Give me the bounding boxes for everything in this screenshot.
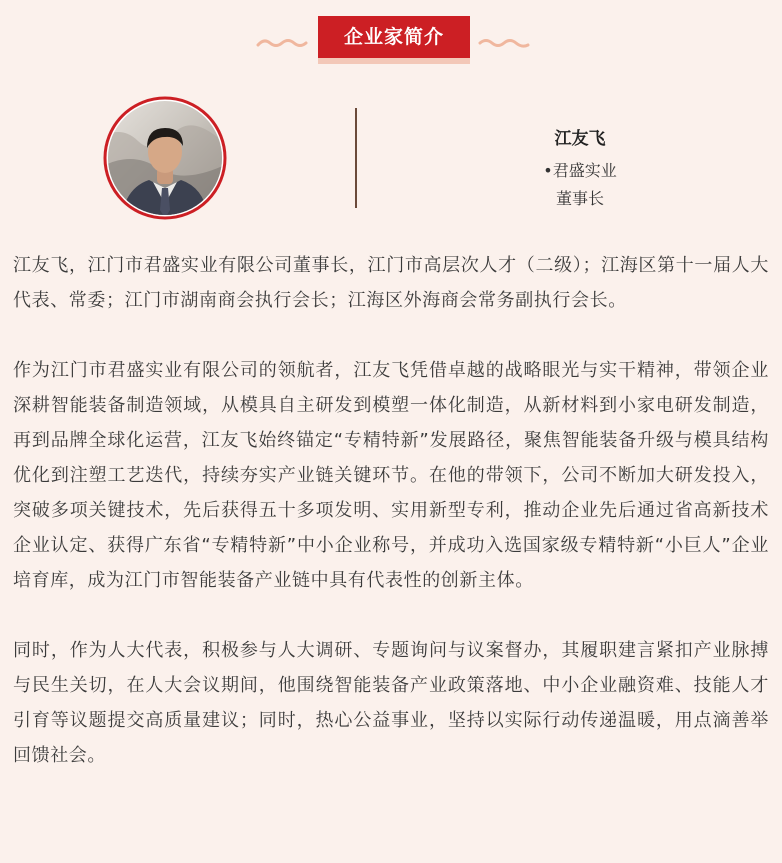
- bio-paragraph-1: 江友飞，江门市君盛实业有限公司董事长，江门市高层次人才（二级）；江海区第十一届人大代表、常委；江门市湖南商会执行会长；江海区外海商会常务副执行会长。: [13, 255, 769, 311]
- section-header: [0, 0, 782, 70]
- wave-decoration-right-icon: [476, 36, 532, 50]
- person-position: 董事长: [555, 189, 604, 208]
- avatar: [103, 96, 227, 220]
- section-title: 企业家简介: [318, 16, 470, 58]
- vertical-divider: [355, 108, 357, 208]
- wave-decoration-left-icon: [256, 36, 312, 50]
- person-name: 江友飞: [554, 129, 606, 149]
- profile-card: [0, 96, 782, 226]
- person-company: •君盛实业: [543, 161, 617, 180]
- bio-paragraph-3: 同时，作为人大代表，积极参与人大调研、专题询问与议案督办，其履职建言紧扣产业脉搏与民生关切，在人大会议期间，他围绕智能装备产业政策落地、中小企业融资难、技能人才引育等议题提交高质量建议；同时，热心公益事业，坚持以实际行动传递温暖，用点滴善举回馈社会。: [13, 640, 769, 766]
- biography: [13, 248, 769, 773]
- bio-paragraph-2: 作为江门市君盛实业有限公司的领航者，江友飞凭借卓越的战略眼光与实干精神，带领企业深耕智能装备制造领域，从模具自主研发到模塑一体化制造，从新材料到小家电研发制造，再到品牌全球化运营，江友飞始终锚定“专精特新”发展路径，聚焦智能装备升级与模具结构优化到注塑工艺迭代，持续夯实产业链关键环节。在他的带领下，公司不断加大研发投入，突破多项关键技术，先后获得五十多项发明、实用新型专利，推动企业先后通过省高新技术企业认定、获得广东省“专精特新”中小企业称号，并成功入选国家级专精特新“小巨人”企业培育库，成为江门市智能装备产业链中具有代表性的创新主体。: [13, 360, 769, 591]
